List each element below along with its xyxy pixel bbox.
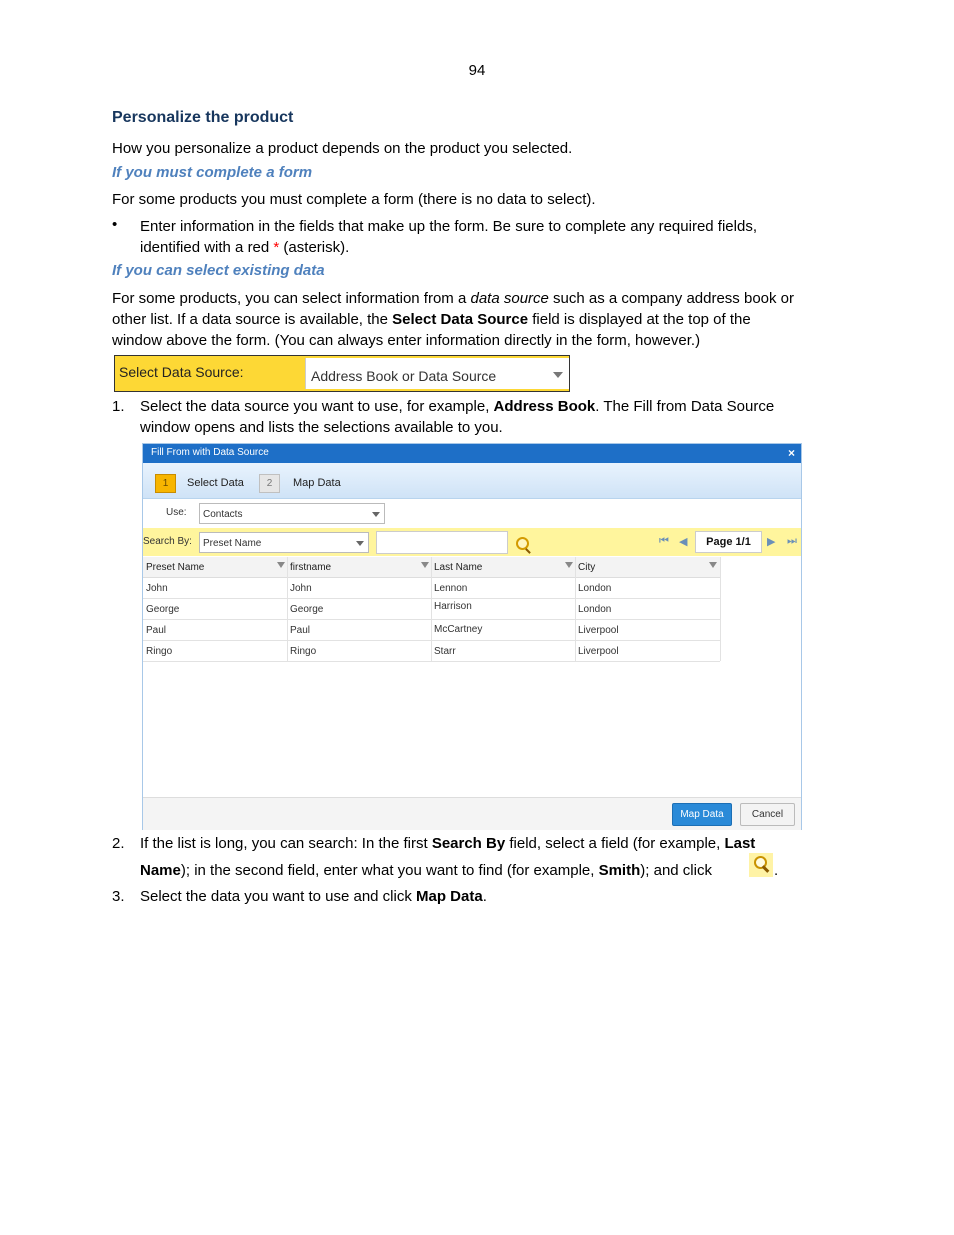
intro-text: How you personalize a product depends on the product you selected.	[112, 140, 573, 157]
search-by-select[interactable]	[199, 532, 369, 553]
filter-icon[interactable]	[565, 562, 573, 568]
step-map-data[interactable]: Map Data	[293, 477, 341, 489]
table-cell: London	[578, 604, 612, 615]
step-select-data[interactable]: Select Data	[187, 477, 244, 489]
first-page-icon[interactable]: ⏮	[659, 535, 669, 547]
table-cell: Starr	[434, 646, 456, 657]
cancel-button[interactable]: Cancel	[740, 803, 795, 826]
bullet-symbol: •	[112, 216, 118, 233]
table-cell: Ringo	[290, 646, 317, 657]
use-label: Use:	[166, 507, 187, 518]
page-number: 94	[468, 62, 486, 79]
table-cell: Paul	[146, 625, 167, 636]
dialog-title: Fill From with Data Source	[151, 447, 269, 458]
search-icon	[749, 853, 773, 877]
column-divider	[720, 557, 721, 661]
table-cell: Liverpool	[578, 646, 619, 657]
table-cell: McCartney	[434, 624, 483, 635]
search-by-label: Search By:	[143, 536, 192, 547]
data-source-text-line2: other list. If a data source is available, the Select Data Source field is displayed at the top of the	[112, 311, 751, 328]
step2-period: .	[774, 862, 779, 879]
step-1-badge[interactable]: 1	[155, 474, 176, 493]
chevron-down-icon	[372, 512, 380, 517]
page-indicator: Page 1/1	[695, 531, 762, 553]
table-cell: Harrison	[434, 601, 472, 612]
use-select[interactable]	[199, 503, 385, 524]
data-source-dropdown[interactable]	[305, 358, 569, 389]
next-page-icon[interactable]: ▶	[767, 536, 776, 548]
section-heading: Personalize the product	[112, 109, 294, 126]
column-divider	[575, 557, 576, 661]
step-2-badge[interactable]: 2	[259, 474, 280, 493]
step1-number: 1.	[112, 398, 125, 415]
column-header[interactable]: Last Name	[434, 562, 483, 573]
search-bar	[143, 528, 801, 556]
filter-icon[interactable]	[277, 562, 285, 568]
column-header[interactable]: Preset Name	[146, 562, 205, 573]
step2-text-line2: Name); in the second field, enter what you want to find (for example, Smith); and click	[140, 862, 712, 879]
fill-from-data-source-dialog	[142, 443, 802, 830]
map-data-button[interactable]: Map Data	[672, 803, 732, 826]
wizard-steps	[143, 463, 801, 499]
chevron-down-icon	[356, 541, 364, 546]
table-cell: Lennon	[434, 583, 468, 594]
step2-number: 2.	[112, 835, 125, 852]
step3-text: Select the data you want to use and click Map Data.	[140, 888, 487, 905]
search-icon[interactable]	[516, 537, 529, 550]
table-cell: George	[146, 604, 180, 615]
filter-icon[interactable]	[709, 562, 717, 568]
chevron-down-icon	[553, 372, 563, 378]
prev-page-icon[interactable]: ◀	[679, 536, 688, 548]
subheading-form: If you must complete a form	[112, 164, 313, 181]
table-cell: Paul	[290, 625, 311, 636]
table-cell: Ringo	[146, 646, 173, 657]
use-select-value: Contacts	[203, 509, 243, 520]
column-header[interactable]: firstname	[290, 562, 332, 573]
search-input[interactable]	[376, 531, 508, 554]
filter-icon[interactable]	[421, 562, 429, 568]
data-source-text-line1: For some products, you can select information from a data source such as a company address book or	[112, 290, 795, 307]
required-asterisk: *	[273, 239, 280, 256]
step2-text-line1: If the list is long, you can search: In the first Search By field, select a field (for example, Last	[140, 835, 756, 852]
column-divider	[287, 557, 288, 661]
table-cell: London	[578, 583, 612, 594]
last-page-icon[interactable]: ⏭	[787, 535, 797, 547]
search-by-value: Preset Name	[203, 538, 262, 549]
select-data-source-field	[114, 355, 570, 392]
table-cell: John	[290, 583, 312, 594]
data-source-value: Address Book or Data Source	[311, 368, 497, 384]
table-cell: Liverpool	[578, 625, 619, 636]
step1-text-line1: Select the data source you want to use, for example, Address Book. The Fill from Data Source	[140, 398, 775, 415]
close-icon[interactable]: ×	[787, 446, 795, 460]
use-bar	[143, 499, 801, 527]
data-source-text-line3: window above the form. (You can always enter information directly in the form, however.)	[112, 332, 701, 349]
select-data-source-label: Select Data Source:	[119, 364, 244, 380]
column-divider	[431, 557, 432, 661]
table-cell: George	[290, 604, 324, 615]
column-header[interactable]: City	[578, 562, 596, 573]
subheading-existing-data: If you can select existing data	[112, 262, 325, 279]
dialog-footer	[143, 797, 801, 830]
bullet-text-line1: Enter information in the fields that make up the form. Be sure to complete any required fields,	[140, 218, 757, 235]
table-cell: John	[146, 583, 168, 594]
step3-number: 3.	[112, 888, 125, 905]
bullet-text-line2: identified with a red * (asterisk).	[140, 239, 350, 256]
dialog-title-bar	[143, 444, 801, 463]
form-text: For some products you must complete a form (there is no data to select).	[112, 191, 596, 208]
step1-text-line2: window opens and lists the selections available to you.	[140, 419, 503, 436]
